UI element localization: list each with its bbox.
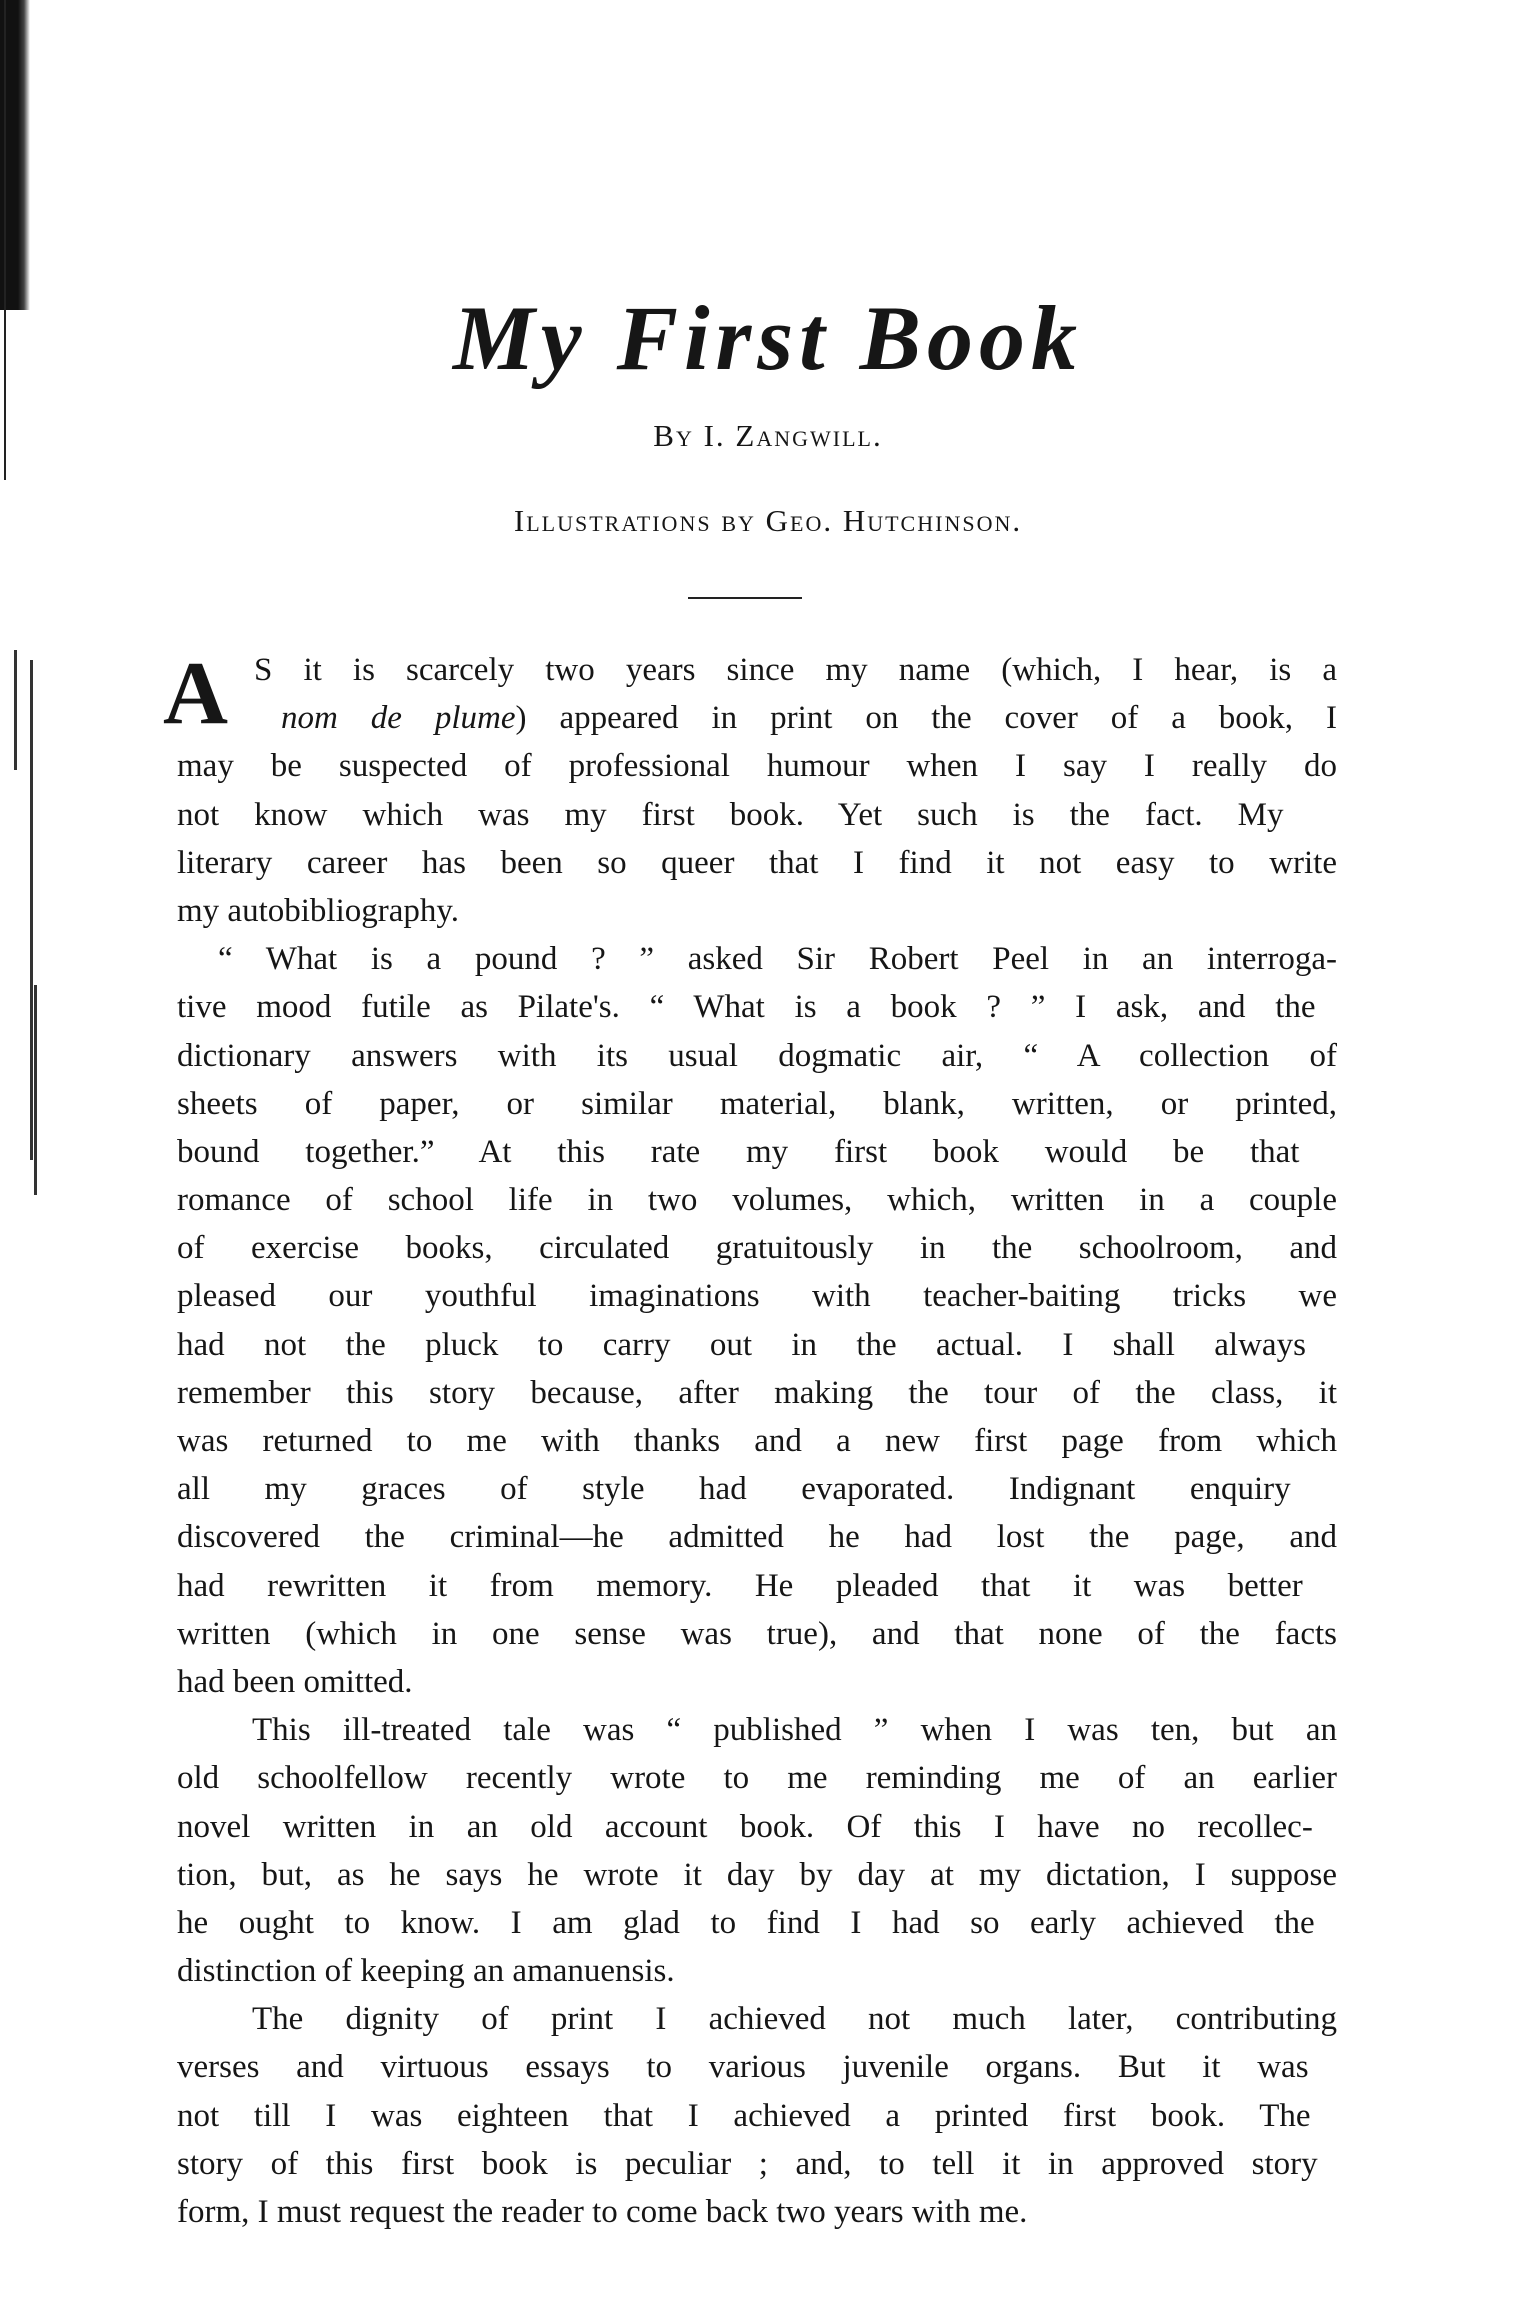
line-text: discovered the criminal—he admitted he had lost the page, and: [177, 1519, 1337, 1556]
line-text: pleased our youthful imaginations with teacher-baiting tricks we: [177, 1278, 1337, 1315]
divider-rule: [688, 597, 802, 599]
line-text: verses and virtuous essays to various juvenile organs. But it was: [177, 2049, 1309, 2086]
line-text: literary career has been so queer that I find it not easy to write: [177, 844, 1337, 881]
line-text: he ought to know. I am glad to find I had so early achieved the: [177, 1904, 1315, 1941]
line-text: dictionary answers with its usual dogmatic air, “ A collection of: [177, 1037, 1337, 1074]
line-text: written (which in one sense was true), and that none of the facts: [177, 1615, 1337, 1652]
paragraph: [177, 935, 1337, 1706]
text-line: [177, 1947, 1337, 1995]
author-byline: By I. Zangwill.: [653, 418, 883, 453]
line-text: tion, but, as he says he wrote it day by day at my dictation, I suppose: [177, 1856, 1337, 1893]
text-line: [177, 935, 1337, 983]
line-text: my autobibliography.: [177, 892, 459, 929]
line-text: form, I must request the reader to come back two years with me.: [177, 2194, 1028, 2230]
page-binding-line: [4, 0, 6, 480]
line-text: “ What is a pound ? ” asked Sir Robert Peel in an interroga-: [218, 941, 1337, 978]
line-text: distinction of keeping an amanuensis.: [177, 1953, 675, 1990]
text-line: [177, 1128, 1337, 1176]
line-text: sheets of paper, or similar material, blank, written, or printed,: [177, 1085, 1337, 1122]
scan-artifact: [30, 660, 33, 1160]
paragraph: [163, 644, 1337, 935]
article-title: My First Book: [452, 287, 1084, 389]
text-line: [177, 887, 1337, 935]
text-line: [177, 1224, 1337, 1272]
line-text: had rewritten it from memory. He pleaded that it was better: [177, 1567, 1303, 1604]
text-line: [177, 983, 1337, 1031]
text-line: [177, 1851, 1337, 1899]
text-line: [177, 1272, 1337, 1320]
line-text: S it is scarcely two years since my name (which, I hear, is a: [254, 652, 1337, 688]
text-line: [177, 1610, 1337, 1658]
line-text: of exercise books, circulated gratuitously in the schoolroom, and: [177, 1230, 1337, 1267]
scan-artifact: [14, 650, 17, 770]
line-text: was returned to me with thanks and a new first page from which: [177, 1423, 1337, 1459]
line-text: all my graces of style had evaporated. Indignant enquiry: [177, 1471, 1291, 1508]
paragraph: [177, 1995, 1337, 2236]
text-line: [177, 1899, 1337, 1947]
text-line: [177, 2043, 1337, 2091]
line-text: story of this first book is peculiar ; and, to tell it in approved story: [177, 2145, 1318, 2182]
text-line: [177, 1176, 1337, 1224]
text-line: [177, 694, 1337, 742]
text-line: [177, 791, 1337, 839]
italic-phrase: nom de plume: [281, 700, 516, 737]
text-line: [177, 1032, 1337, 1080]
text-line: [177, 839, 1337, 887]
line-text: tive mood futile as Pilate's. “ What is a book ? ” I ask, and the: [177, 989, 1316, 1026]
text-line: [177, 1465, 1337, 1513]
text-line: [177, 1562, 1337, 1610]
text-line: [177, 2188, 1337, 2236]
text-line: [177, 1080, 1337, 1128]
drop-cap: A: [163, 644, 228, 743]
text-line: [177, 1658, 1337, 1706]
text-line: [177, 742, 1337, 790]
text-line: [177, 1803, 1337, 1851]
text-line: [177, 1754, 1337, 1802]
text-line: [177, 1995, 1337, 2043]
illustrator-credit: Illustrations by Geo. Hutchinson.: [513, 503, 1023, 538]
text-line: [177, 2140, 1337, 2188]
line-text: The dignity of print I achieved not much later, contributing: [252, 2001, 1337, 2038]
line-text: had not the pluck to carry out in the actual. I shall always: [177, 1326, 1306, 1363]
paragraph: [177, 1706, 1337, 1995]
line-text: bound together.” At this rate my first book would be that: [177, 1133, 1300, 1170]
line-text: may be suspected of professional humour when I say I really do: [177, 748, 1337, 785]
text-line: [177, 1369, 1337, 1417]
line-text: ) appeared in print on the cover of a book, I: [515, 700, 1337, 737]
line-text: novel written in an old account book. Of this I have no recollec-: [177, 1808, 1313, 1845]
text-line: [177, 1706, 1337, 1754]
scan-artifact: [34, 985, 37, 1195]
line-text: remember this story because, after making the tour of the class, it: [177, 1374, 1337, 1411]
text-line: [177, 1321, 1337, 1369]
text-line: [177, 1513, 1337, 1561]
line-text: not till I was eighteen that I achieved a printed first book. The: [177, 2097, 1311, 2134]
line-text: old schoolfellow recently wrote to me reminding me of an earlier: [177, 1760, 1337, 1797]
line-text: had been omitted.: [177, 1663, 413, 1700]
article-body: [163, 644, 1337, 2236]
line-text: This ill-treated tale was “ published ” when I was ten, but an: [252, 1712, 1337, 1749]
line-text: romance of school life in two volumes, which, written in a couple: [177, 1182, 1337, 1219]
text-line: [177, 1417, 1337, 1465]
line-text: not know which was my first book. Yet such is the fact. My: [177, 796, 1284, 833]
text-line: [177, 646, 1337, 694]
text-line: [177, 2092, 1337, 2140]
